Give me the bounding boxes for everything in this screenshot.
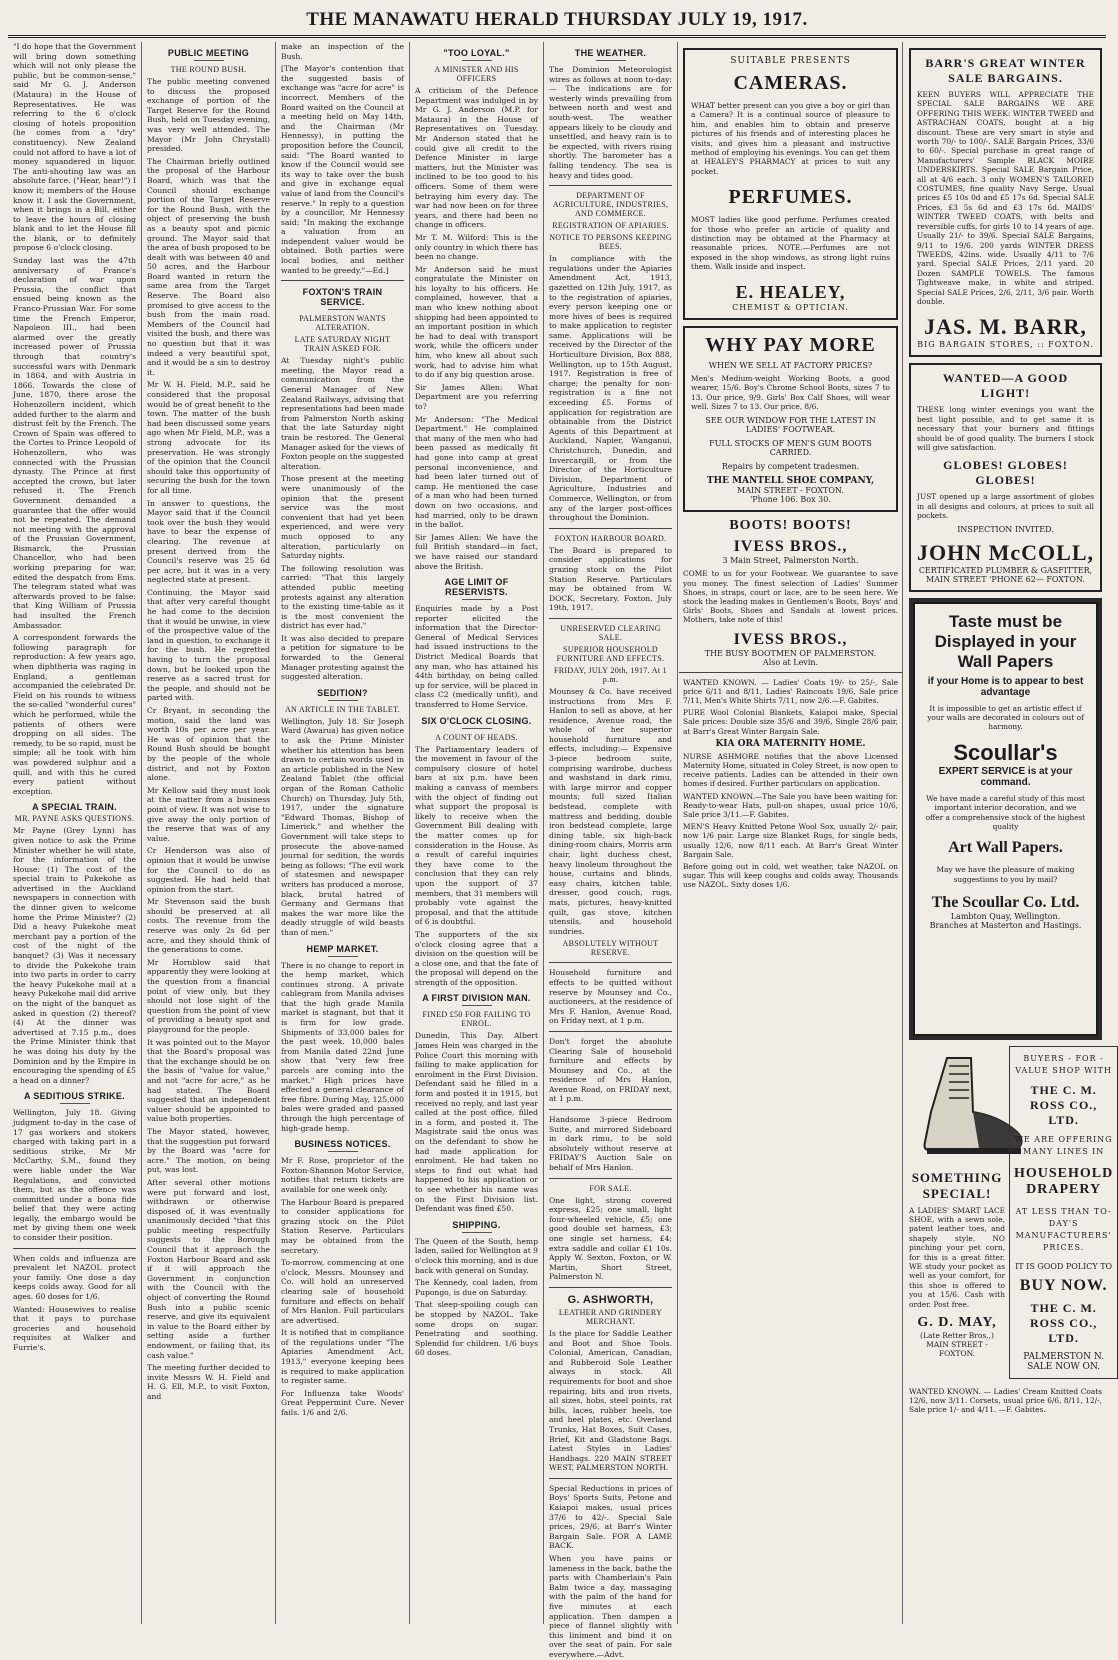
article-paragraph: Wellington, July 18. Giving judgment to-day in the case of 17 gas workers and stokers charged with taking part in a seditious strike, Mr Mr McCarthy, S.M., found they were liable under the War Regulations, and convicted them, but as the offence was committed under a bona fide belief that they were acting legally, the embargo would be met by giving them one week to consider their position.	[13, 1108, 136, 1243]
sox-notice: MEN'S Heavy Knitted Petone Wool Sox, usually 2/- pair, now 1/6 pair. Large size Blanket Rugs, for single beds, usually 12/6, now 8/11 each. At Barr's Great Winter Bargain Sale.	[683, 822, 898, 859]
ross-location: PALMERSTON N.	[1023, 1351, 1104, 1362]
divider	[328, 309, 358, 310]
kia-ora-heading: KIA ORA MATERNITY HOME.	[715, 738, 866, 749]
wallpaper-heading: Taste must be Displayed in your Wall Papers	[934, 611, 1077, 671]
blankets-notice: PURE Wool Colonial Blankets, Kaiapoi make, Special Sale prices: Double size 35/6 and 39/6, Single 28/6 pair, at Barr's Great Winter Bargain Sale.	[683, 708, 898, 736]
ivess-text: COME to us for your Footwear. We guarantee to save you money. The finest selection of Ladies' Summer Shoes, in straps, court or lace, are to be seen here. We stock the leading makes in Gentlemen's Boots, Boys' and Girls' Boots, Shoes and Sandals at lowest prices. Mothers, take note of this!	[683, 569, 898, 625]
scoullar-advert	[909, 598, 1102, 1040]
article-paragraph: After several other motions were put forward and lost, withdrawn or otherwise disposed of, it was eventually unanimously decided "that this public meeting respectfully suggests to the Borough Council that it approach the Foxton Harbour Board and ask if it will approach the Government in conjunction with the Council with the object of converting the Round Bush into a public scenic reserve, and give its equivalent in value to the Board either by setting aside a further endowment, or failing that, its cash value."	[147, 1177, 270, 1360]
scoullar-branches: Branches at Masterton and Hastings.	[929, 921, 1082, 931]
nazol-notice: Before going out in cold, wet weather, take NAZOL on sugar. This will keep coughs and colds away. Thousands use NAZOL. Sixty doses 1/6.	[683, 861, 898, 890]
news-column-3	[276, 42, 410, 1624]
article-paragraph: When colds and influenza are prevalent let NAZOL protect your family. One dose a day keeps colds away. Good for all ages. 60 doses for 1/6.	[13, 1253, 136, 1302]
article-paragraph: The supporters of the six o'clock closing agree that a division on the question will be a close one, and that the fate of the proposal will depend on the strength of the opposition.	[415, 929, 538, 987]
notice-paragraph: When you have pains or lameness in the back, bathe the parts with Chamberlain's Pain Balm twice a day, massaging with the palm of the hand for five minutes at each application. Then dampen a piece of flannel slightly with this liniment and bind it on over the seat of pain. For sale everywhere.—Advt.	[549, 1554, 672, 1659]
may-sub: (Late Retter Bros.,)	[920, 1331, 994, 1341]
article-paragraph: A criticism of the Defence Department was indulged in by Mr G. J. Anderson (M.P. for Mataura) in the House of Representatives on Tuesday. Mr Anderson stated that he could give all credit to the Defence Minister in large matters, but the Minister was inclined to be too good to his officers. Some of them were betraying him every day. The war had now been on for three years, and there had been no change in officers.	[415, 86, 538, 230]
subheadline: PALMERSTON WANTS ALTERATION.	[299, 314, 386, 333]
article-paragraph: Mr F. Rose, proprietor of the Foxton-Shannon Motor Service, notifies that return tickets are available for one week only.	[281, 1156, 404, 1194]
why-pay-gum: FULL STOCKS OF MEN'S GUM BOOTS CARRIED.	[709, 439, 872, 458]
mantell-advert	[683, 326, 898, 513]
hats-notice: WANTED KNOWN.—The Sale you have been waiting for. Ready-to-wear Hats, pull-on shapes, usual price 10/6, Sale price 3/11.—F. Gabites.	[683, 791, 898, 819]
article-paragraph: Wanted: Housewives to realise that it pays to purchase groceries and household requisites at Walker and Furrie's.	[13, 1304, 136, 1352]
barr-advert	[909, 48, 1102, 357]
globes-inspection: INSPECTION INVITED.	[957, 524, 1054, 534]
scoullar-company: The Scoullar Co. Ltd.	[931, 894, 1080, 912]
barr-name: JAS. M. BARR,	[924, 314, 1087, 340]
divider	[328, 700, 358, 701]
globes-heading: GLOBES! GLOBES! GLOBES!	[943, 458, 1068, 488]
ross-less: AT LESS THAN TO-DAY'S MANUFACTURERS' PRICES.	[1015, 1206, 1112, 1252]
divider	[462, 599, 492, 600]
barr-text: KEEN BUYERS WILL APPRECIATE THE SPECIAL SALE BARGAINS WE ARE OFFERING THIS WEEK: WINTER TWEED and ASTRACHAN COATS, bought at a big discount. These are very smart in style and worth 70/- to 100/-. SALE Bargain Prices, 33/6 to 60/-. Special purchase in great range of Manufacturers' Sample BLACK MOIRE UNDERSKIRTS. Special SALE Bargain Price, all at 4/6 each. 3 only WOMEN'S TAILORED COSTUMES, fine quality Navy Serge. Usual prices £5 10s 0d and £5 17s 6d. Special SALE Prices, £3 5s 6d and £3 17s 6d. MAIDS' WINTER TWEED COATS, with belts and reversible cuffs, for girls 10 to 14 years of age. Usually 21/- to 39/6. Special SALE Bargains, 9/11 to 19/6. 200 yards WINTER DRESS TWEEDS, 42ins. wide. Usually 4/11 to 7/6 yard. Special SALE Prices, 2/11 yard. 20 Dozen SAMPLE TOWELS. The famous Tightweave make, in white and striped. Special SALE Prices, 2/6, 2/11, 3/6 pair. Worth double.	[917, 90, 1094, 306]
divider	[596, 60, 626, 61]
notice-subheading: SUPERIOR HOUSEHOLD FURNITURE AND EFFECTS.	[556, 644, 665, 663]
mccoll-address: MAIN STREET 'PHONE 62— FOXTON.	[926, 574, 1085, 584]
article-paragraph: The Harbour Board is prepared to consider applications for grazing stock on the Pilot Station Reserve. Particulars may be obtained from the secretary.	[281, 1197, 404, 1255]
notice-paragraph: In compliance with the regulations under the Apiaries Amendment Act, 1913, gazetted on 12th July, 1917, as to the registration of apiaries, every person keeping one or more hives of bees is required to make application to register same. Applications will be received by the Director of the Horticulture Division, Box 888, Wellington, up to 15th August, 1917. Registration is free of charge; the penalty for non-registration is a fine not exceeding £5. Forms of application for registration are obtainable from the District Agents of this Department at Auckland, Napier, Wanganui, Christchurch, Dunedin, and Invercargill, or from the Director of the Horticulture Division, Department of Agriculture, Industries and Commerce, Wellington, or from any of the larger post-offices throughout the Dominion.	[549, 254, 672, 523]
mantell-address: MAIN STREET - FOXTON.	[737, 486, 844, 496]
article-paragraph: Mr Payne (Grey Lynn) has given notice to ask the Prime Minister whether he will state, for the information of the House: (1) The cost of the special train to Pukekohe as advertised in the Auckland newspapers in connection with the dinner given to welcome home the Prime Minister? (2) Did a heavy Pukekohe meat merchant pay a portion of the cost of the night of the banquet? (3) Was it necessary to divide the Pukekohe train into two parts in order to carry the heavy Pukekohe mail at a heavy Pukekohe mail did arrive on the night of the banquet as asked in question (2) thereof? (4) At the dinner was advertised at 7.15 p.m., does the Prime Minister think that he was doing his duty by the Dominion and by the Empire in encouraging the spending of £5 a head on a dinner?	[13, 826, 136, 1085]
headline-train-service: FOXTON'S TRAIN SERVICE.	[302, 287, 383, 308]
divider	[328, 956, 358, 957]
ivess-name-2: IVESS BROS.,	[733, 630, 848, 648]
globes-text: JUST opened up a large assortment of globes in all designs and colours, at prices to suit all pockets.	[917, 492, 1094, 521]
ivess-tagline: THE BUSY BOOTMEN OF PALMERSTON.	[704, 648, 877, 658]
notice-subheading: NOTICE TO PERSONS KEEPING BEES.	[549, 233, 672, 252]
article-paragraph: It was pointed out to the Mayor that the Board's proposal was that the exchange should be on the basis of "value for value," and not "acre for acre," as he had stated. The Board suggested that an independent valuer should be appointed to value both properties.	[147, 1037, 270, 1124]
ross-household: HOUSEHOLD DRAPERY	[1014, 1165, 1114, 1197]
subheadline: FINED £50 FOR FAILING TO ENROL.	[422, 1010, 531, 1029]
mccoll-advert	[909, 363, 1102, 591]
scoullar-question: May we have the pleasure of making suggestions to you by mail?	[936, 865, 1075, 884]
barr-sub: BIG BARGAIN STORES, :: FOXTON.	[917, 340, 1094, 350]
ross-buy-now: BUY NOW.	[1019, 1276, 1108, 1294]
perfumes-heading: PERFUMES.	[728, 186, 853, 209]
wallpaper-sub: if your Home is to appear to best advantage	[927, 675, 1084, 698]
headline-six-oclock: SIX O'CLOCK CLOSING.	[421, 715, 532, 726]
wanted-known-notice: WANTED KNOWN. — Ladies' Coats 19/- to 25/-, Sale price 6/11 and 8/11, Ladies' Raincoats 19/6, Sale price 7/11, Men's White Shirts 7/11, now 2/6.—F. Gabites.	[683, 677, 898, 705]
masthead-title: THE MANAWATU HERALD THURSDAY JULY 19, 1917.	[306, 9, 808, 30]
article-paragraph: It is notified that in compliance of the regulations under "The Apiaries Amendment Act, 1913," everyone keeping bees is required to make application to register same.	[281, 1328, 404, 1386]
something-special-text: A LADIES' SMART LACE SHOE, with a sewn sole, patent leather toes, and shapely style. NO pinching your pet corn, for this is a great fitter. WE study your pocket as well as your comfort, for this shoe is offered to you at 15/6. Cash with order. Post free.	[909, 1205, 1005, 1309]
article-paragraph: Cr Henderson was also of opinion that it would be unwise for the Council to do as suggested. He had held that opinion from the start.	[147, 846, 270, 894]
article-paragraph: Cr Bryant, in seconding the motion, said the land was worth 10s per acre per year. He was of opinion that the Round Bush should be bought by the people of the whole district, and not by Foxton alone.	[147, 706, 270, 783]
perfumes-text: MOST ladies like good perfume. Perfumes created for those who prefer an article of quality and distinction may be obtained at the Pharmacy at reasonable prices. NOTE.—Perfumes are not exposed in the shop windows, as strong light ruins them. Walk inside and inspect.	[691, 215, 890, 272]
notice-subheading: REGISTRATION OF APIARIES.	[552, 221, 669, 231]
healey-name: E. HEALEY,	[735, 281, 846, 302]
divider	[462, 1232, 492, 1233]
article-paragraph: The following resolution was carried: "That this largely attended public meeting protests against any alteration to the existing time-table as it is the most convenient the district has ever had."	[281, 563, 404, 631]
notice-subheading: ABSOLUTELY WITHOUT RESERVE.	[562, 939, 659, 958]
article-paragraph: "I do hope that the Government will bring down something which will not only please the public, but be common-sense," said Mr G. J. Anderson (Mataura) in the House of Representatives. He was referring to the 6 o'clock closing of hotels proposition (he comes from a "dry" constituency). New Zealand could not afford to have a lot of money squandered in liquor. The anti-shouting law was an absolute farce. ("Hear, hear!") I know it; members of the House know it. I ask the Government, when it brings in a Bill, either to leave the hours of closing blank and to let the House fill the blank, or to definitely propose 6 o'clock closing.	[13, 42, 136, 253]
divider	[462, 1005, 492, 1006]
article-paragraph: At Tuesday night's public meeting, the Mayor read a communication from the General Manager of New Zealand Railways, advising that representations had been made from Palmerston North asking that the late Saturday night train be restored. The General Manager asked for the views of Foxton people on the suggested alteration.	[281, 356, 404, 471]
subheadline: LATE SATURDAY NIGHT TRAIN ASKED FOR.	[294, 335, 391, 354]
article-paragraph: Mr T. M. Wilford: This is the only country in which there has been no change.	[415, 232, 538, 262]
headline-sedition: SEDITION?	[317, 687, 368, 698]
masthead	[8, 4, 1106, 38]
divider	[281, 280, 404, 281]
subheadline: AN ARTICLE IN THE TABLET.	[284, 704, 401, 714]
mantell-phone: 'Phone 106. Box 30.	[750, 495, 831, 505]
headline-hemp-market: HEMP MARKET.	[306, 943, 379, 954]
divider	[679, 672, 902, 673]
notice-paragraph: The Board is prepared to consider applications for grazing stock on the Pilot Station Reserve. Particulars may be obtained from W. DOCK, Secretary. Foxton, July 19th, 1917.	[549, 545, 672, 613]
ivess-name: IVESS BROS.,	[733, 538, 848, 556]
why-pay-list: Men's Medium-weight Working Boots, a good wearer, 15/6. Boy's Chrome School Boots, sizes 7 to 13. Our price, 9/9. Girls' Box Calf Shoes, will wear well. Sizes 7 to 13. Our price, 8/6.	[691, 373, 890, 411]
kia-ora-text: NURSE ASHMORE notifies that the above Licensed Maternity Home, situated in Coley Street, is now open to receive patients. Ladies can be attended in their own homes if desired. Further particulars on application.	[683, 751, 898, 789]
article-paragraph: The public meeting convened to discuss the proposed exchange of portion of the Target Reserve for the Round Bush, held on Tuesday evening, was very well attended. The Mayor (Mr John Chrystall) presided.	[147, 77, 270, 154]
headline-special-train: A SPECIAL TRAIN.	[32, 802, 117, 813]
may-address: MAIN STREET - FOXTON.	[926, 1340, 988, 1359]
scoullar-brand: Scoullar's	[953, 739, 1058, 765]
article-paragraph: The Parliamentary leaders of the movement in favour of the compulsory closure of hotel bars at six p.m. have been making a canvass of members with the object of finding out what support the proposal is likely to receive when the Government Bill dealing with the matter comes up for consideration in the House. As a result of careful inquiries they have come to the conclusion that they can rely upon the support of 37 members, that 31 members will probably vote against the proposal, and that the attitude of 6 is doubtful.	[415, 744, 538, 927]
cameras-heading: CAMERAS.	[733, 72, 848, 94]
article-paragraph: Mr Kellow said they must look at the matter from a business point of view. It was not wise to give away the only portion of the reserve that was of any value.	[147, 785, 270, 843]
mccoll-trade: CERTIFICATED PLUMBER & GASFITTER,	[918, 565, 1093, 575]
article-paragraph: It was also decided to prepare a petition for signature to be forwarded to the General Manager protesting against the suggested alteration.	[281, 633, 404, 682]
wallpaper-text: It is impossible to get an artistic effect if your walls are decorated in colours out of harmony.	[927, 703, 1084, 732]
headline-business-notices: BUSINESS NOTICES.	[294, 1139, 391, 1150]
ross-name: THE C. M. ROSS CO., LTD.	[1029, 1082, 1098, 1127]
article-paragraph: Enquiries made by a Post reporter elicited the information that the Director-General of Medical Services had issued instructions to the District Medical Boards that any man, who has attained his 44th birthday, on being called up for service, will be placed in class C2 (medically unfit), and transferred to Home Service.	[415, 604, 538, 710]
subheadline: MR. PAYNE ASKS QUESTIONS.	[14, 814, 135, 824]
divider	[13, 1248, 136, 1249]
article-paragraph: Mr Anderson said he must congratulate the Minister on his loyalty to his officers. He complained, however, that a man who knew nothing about shipping had been appointed to an important position in which he had to deal with transport work, while the officers under him, who knew all about such work, had to advise him what to do if any big question arose.	[415, 264, 538, 380]
cameras-tagline: SUITABLE PRESENTS	[730, 56, 851, 66]
ross-policy: IT IS GOOD POLICY TO	[1015, 1261, 1113, 1271]
article-paragraph: Dunedin, This Day. Albert James Hein was charged in the Police Court this morning with failing to make application for enrolment in the First Division. Defendant said he filled in a form and posted it in 1915, but received no reply, and last year called at the post office, filled in a form, and posted it. The Magistrate said the onus was on the defendant to show he had made application for enrolment. He had taken no steps to find out what had happened to his application or to see whether his name was on the First Division list. Defendant was fined £50.	[415, 1031, 538, 1214]
article-paragraph: The Queen of the South, hemp laden, sailed for Wellington at 9 o'clock this morning, and is due back with general on Sunday.	[415, 1236, 538, 1275]
scoullar-service: EXPERT SERVICE is at your command.	[938, 765, 1073, 788]
divider	[549, 185, 672, 186]
divider	[549, 1178, 672, 1179]
divider	[549, 1031, 672, 1032]
headline-weather: THE WEATHER.	[574, 48, 647, 58]
notice-paragraph: Household furniture and effects to be quitted without reserve by Mounsey and Co., auctioneers, at the residence of Mrs F. Hanlon, Avenue Road, on Friday next, at 1 p.m.	[549, 968, 672, 1026]
divider	[549, 1109, 672, 1110]
subheadline: THE ROUND BUSH.	[170, 65, 247, 74]
article-paragraph: Continuing, the Mayor said that after very careful thought he had come to the decision that it would be unwise, in view of the prospective value of the land in question, to exchange it for the bush. He regretted having to turn the proposal down, but he looked upon the reserve as a sacred trust for the people, and should not be parted with.	[147, 587, 270, 703]
ross-name-2: THE C. M. ROSS CO., LTD.	[1029, 1300, 1098, 1345]
news-column-1	[8, 42, 142, 1624]
news-column-5	[544, 42, 678, 1659]
notice-paragraph: One light, strong covered express, £25; one small, light four-wheeled vehicle, £5; one good double set harness, £3; one single set harness, £4; extra saddle and collar £1 10s. Apply W. Sexton, Foxton, or W. Martin, Short Street, Palmerston N.	[549, 1195, 672, 1282]
ross-advert	[1009, 1046, 1118, 1379]
article-paragraph: make an inspection of the Bush.	[281, 42, 404, 61]
boots-heading: BOOTS! BOOTS!	[729, 518, 852, 534]
article-paragraph: The Dominion Meteorologist wires as follows at noon to-day:— The indications are for westerly winds prevailing from between north and west and south-west. The weather appears likely to be cloudy and unsettled, and heavy rain is to be expected, with rivers rising shortly. The barometer has a falling tendency. The sea is heavy and tides good.	[549, 65, 672, 180]
headline-first-division: A FIRST DIVISION MAN.	[422, 993, 531, 1004]
ivess-address: 3 Main Street, Palmerston North.	[722, 556, 859, 566]
article-paragraph: Mr Stevenson said the bush should be preserved at all costs. The revenue from the reserve was only 2s 6d per acre, and they should think of the generations to come.	[147, 897, 270, 955]
advert-column-2	[905, 42, 1114, 1624]
article-paragraph: Mr Anderson: "The Medical Department." He complained that many of the men who had been passed as medically fit had gone into camp at great personal inconvenience, and had been later turned out of camp. He mentioned the case of a man who had been turned down on two occasions, and had married, only to be drawn in the ballot.	[415, 414, 538, 530]
article-paragraph: Mr Hornblow said that apparently they were looking at the question from a financial point of view only, but they should not lose sight of the question from the point of view of providing a beauty spot and playground for the people.	[147, 957, 270, 1034]
ashworth-name: G. ASHWORTH,	[567, 1293, 654, 1306]
ivess-levin: Also at Levin.	[762, 657, 819, 667]
headline-seditious-strike: A SEDITIOUS STRIKE.	[24, 1091, 125, 1102]
article-paragraph: The meeting further decided to invite Messrs W. H. Field and H. G. Ell, M.P., to visit Foxton, and	[147, 1363, 270, 1401]
light-text: THESE long winter evenings you want the best light possible, and to get same it is necessary that your burners and fittings should be of good quality. The burners I stock will give satisfaction.	[917, 405, 1094, 452]
scoullar-panel	[913, 602, 1098, 1036]
why-pay-window: SEE OUR WINDOW FOR THE LATEST IN LADIES' FOOTWEAR.	[705, 416, 876, 435]
article-paragraph: For Influenza take Woods' Great Peppermint Cure. Never fails. 1/6 and 2/6.	[281, 1388, 404, 1418]
gabites-notice: WANTED KNOWN. — Ladies' Cream Knitted Coats 12/6, now 3/11. Corsets, usual price 6/6, 8/11, 12/-, Sale price 1/- and 4/11. —F. Gabites.	[909, 1386, 1102, 1414]
ross-sale: SALE NOW ON.	[1027, 1361, 1101, 1372]
article-paragraph: There is no change to report in the hemp market, which continues strong. A private cablegram from Manila advises that the high grade Manila market is stagnant, but that it is firm for low grade. Shipments of 33,000 bales for the past week. 10,000 bales from Manila dated 22nd June show that "very few free parcels are coming into the market." High prices have effected a general clearance of free fibre. During May, 125,000 bales were graded and passed through the high percentage of high-grade hemp.	[281, 960, 404, 1133]
barr-heading: BARR'S GREAT WINTER SALE BARGAINS.	[925, 56, 1086, 85]
article-paragraph: That sleep-spoiling cough can be stopped by NAZOL. Take some drops on sugar. Penetrating and soothing. Splendid for children. 1/6 buys 60 doses.	[415, 1300, 538, 1358]
headline-too-loyal: "TOO LOYAL."	[443, 48, 510, 58]
article-paragraph: Sir James Allen: What Department are you referring to?	[415, 382, 538, 411]
headline-shipping: SHIPPING.	[452, 1219, 501, 1230]
mantell-name: THE MANTELL SHOE COMPANY,	[706, 476, 875, 487]
article-paragraph: Sunday last was the 47th anniversary of France's declaration of war upon Prussia, the conflict that ensued being known as the Franco-Prussian War. For some time the French Emperor, Napoleon III., had been alarmed over the greatly increased power of Prussia through that country's successful wars with Denmark in 1864, and with Austria in 1866. Towards the close of June, 1870, there arose the Hohenzollern incident, which added further to the alarm and distrust felt by the French. The Crown of Spain was offered to the Cortes to Prince Leopold of Hohenzollern, who was connected with the Prussian dynasty. The Prince at first accepted the crown, but later refused it. The French Government demanded a guarantee that the offer would not be repeated. The demand not meeting with the approval of the Prussian Government, Bismarck, the Prussian Chancellor, who had been working preparing for war, edited the despatch from Ems. The telegram stated what was afterwards proved to be false: that King William of Prussia had insulted the French Ambassador.	[13, 256, 136, 630]
notice-paragraph: Handsome 3-piece Bedroom Suite, and mirrored Sideboard in dark rimu, to be sold absolutely without reserve at FRIDAY'S Auction Sale on behalf of Mrs Hanlon.	[549, 1115, 672, 1173]
news-column-4	[410, 42, 544, 1624]
article-paragraph: Sir James Allen: We have the full British standard—in fact, we have raised our standard above the British.	[415, 532, 538, 571]
notice-subheading: FRIDAY, JULY 20th, 1917. At 1 p.m.	[554, 665, 667, 684]
divider	[549, 618, 672, 619]
healey-title: CHEMIST & OPTICIAN.	[732, 302, 849, 312]
art-wall-papers: Art Wall Papers.	[948, 839, 1063, 857]
advert-column-1	[679, 42, 903, 1624]
notice-heading: FOXTON HARBOUR BOARD.	[554, 533, 667, 543]
mccoll-name: JOHN McCOLL,	[917, 539, 1094, 565]
divider	[194, 60, 224, 61]
light-heading: WANTED—A GOOD LIGHT!	[942, 371, 1069, 401]
divider	[549, 962, 672, 963]
notice-paragraph: Special Reductions in prices of Boys' Sports Suits, Petone and Kaiapoi makes, usual prices 37/6 to 42/-. Special Sale prices, 29/6, at Barr's Winter Bargain Sale. FOR A LAME BACK.	[549, 1483, 672, 1551]
divider	[462, 728, 492, 729]
divider	[549, 528, 672, 529]
cameras-text: WHAT better present can you give a boy or girl than a Camera? It is a continual source of pleasure to him, and enables him to obtain and preserve pictures of his friends and of interesting places he visits, and gives him a pleasant and instructive method of employing his evenings. You can get them at HEALEY'S PHARMACY at prices to suit any pocket.	[691, 101, 890, 176]
scoullar-address: Lambton Quay, Wellington.	[950, 912, 1061, 922]
ashworth-trade: LEATHER AND GRINDERY MERCHANT.	[558, 1307, 663, 1326]
notice-paragraph: Don't forget the absolute Clearing Sale of household furniture and effects by Mounsey and Co., at the residence of Mrs Hanlon, Avenue Road, on FRIDAY next, at 1 p.m.	[549, 1036, 672, 1104]
article-paragraph: In answer to questions, the Mayor said that if the Council took over the bush they would have to bear the expense of clearing. The revenue at present derived from the Council's reserve was 25 6d per acre, but it was in a very neglected state at present.	[147, 498, 270, 585]
notice-heading: FOR SALE.	[589, 1183, 632, 1193]
article-paragraph: To-morrow, commencing at one o'clock, Messrs. Mounsey and Co. will hold an unreserved clearing sale of household furniture and effects on behalf of Mrs Hanlon. Full particulars are advertised.	[281, 1258, 404, 1325]
article-paragraph: The Mayor stated, however, that the suggestion put forward by the Board was "acre for acre." The motion, on being put, was lost.	[147, 1126, 270, 1175]
healey-advert	[683, 48, 898, 320]
article-paragraph: The Kennedy, coal laden, from Pupongo, is due on Saturday.	[415, 1278, 538, 1297]
scoullar-text: We have made a careful study of this most important interior decoration, and we offer a comprehensive stock of the highest quality	[925, 793, 1086, 832]
divider	[60, 1103, 90, 1104]
article-paragraph: A correspondent forwards the following paragraph for reproduction: A few years ago, when diphtheria was raging in England, a gentleman accompanied the celebrated Dr. Field on his rounds to witness the so-called "wonderful cures" which he performed, while the patients of others were dropping on all sides. The remedy, to be so rapid, must be simple; all he took with him was powdered sulphur and a quill, and with this he cured every patient without exception.	[13, 633, 136, 796]
why-pay-heading: WHY PAY MORE	[705, 333, 876, 356]
headline-age-limit: AGE LIMIT OF RESERVISTS.	[444, 577, 509, 598]
news-column-2	[142, 42, 276, 1624]
article-paragraph: [The Mayor's contention that the suggested basis of exchange was "acre for acre" is incorrect. Members of the Board waited on the Council at a meeting held on May 14th, and the Chairman (Mr Hennessy), in putting the proposition before the Council, said: "The Board wanted to know if the Council would see its way to take over the bush and give in exchange equal value of land from the Council's reserve." In reply to a question by a councillor, Mr Hennessy said: "In making the exchange a valuation from an independent valuer would be obtained. Both parties were local bodies, and neither wanted to be greedy."—Ed.]	[281, 64, 404, 275]
headline-public-meeting: PUBLIC MEETING	[167, 48, 250, 58]
notice-paragraph: Is the place for Saddle Leather and Boot and Shoe Tools. Colonial, American, Canadian, and Rubberoid Sole Leather always in stock. All requirements for boot and shoe repairing, bits and iron rivets, all sizes, hobs, steel points, rat bills, laces, rubber heels, toe and heel plates, etc. Overland Trunks, Hat Boxes, Suit Cases, Brief, Kit and Gladstone Bags. Latest Styles in Ladies' Handbags. 220 MAIN STREET WEST, PALMERSTON NORTH.	[549, 1328, 672, 1473]
divider	[549, 1478, 672, 1479]
subheadline: A COUNT OF HEADS.	[435, 732, 518, 742]
notice-heading: DEPARTMENT OF AGRICULTURE, INDUSTRIES, AND COMMERCE.	[552, 191, 669, 219]
may-name: G. D. MAY,	[917, 1315, 997, 1331]
article-paragraph: Mr W. H. Field, M.P., said he considered that the proposal would be of great benefit to the town. The matter of the bush had been discussed some years ago when Mr Field, M.P., was a strong advocate for its preservation. He was strongly of the opinion that the Council should take this opportunity of securing the bush for the town for all time.	[147, 380, 270, 495]
article-paragraph: Wellington, July 18. Sir Joseph Ward (Awarua) has given notice to ask the Prime Minister whether his attention has been drawn to certain words used in an article published in the New Zealand Tablet (the official organ of the Roman Catholic Church) on Thursday, July 5th, 1917, under the signature "Edward Thomas, Bishop of Limerick," and whether the Government will take steps to prosecute the above-named journal for sedition, the words being as follows: "The evil work of statesmen and newspaper writers has produced a morose, black, brutal hatred of Germany and Germans that makes the war more like the deadly struggle of wild beasts than of men."	[281, 716, 404, 937]
something-special-heading: SOMETHING SPECIAL!	[911, 1169, 1003, 1201]
notice-heading: UNRESERVED CLEARING SALE.	[560, 623, 661, 642]
notice-paragraph: Mounsey & Co. have received instructions from Mrs F. Hanlon to sell as above, at her residence, Avenue road, the whole of her superior household furniture and effects, including:— Expensive 3-piece bedroom suite, comprising wardrobe, duchess and washstand in dark rimu, with large mirror and copper mounts; full sized Italian bedstead, complete with mattress and bedding, double iron bedstead complete, large dining table, six high-back dining-room chairs, Morris arm chair, light duchess chest, heavy linoleum throughout the house, curtains and blinds, easy chairs, kitchen table, dresser, good couch, rugs, mats, pictures, heavy-knitted quilt, gas stove, kitchen utensils, and household sundries.	[549, 686, 672, 936]
divider	[462, 60, 492, 61]
divider	[549, 1287, 672, 1288]
article-paragraph: Those present at the meeting were unanimously of the opinion that the present service was the most convenient that had yet been experienced, and were very much opposed to any alteration, particularly on Saturday nights.	[281, 474, 404, 561]
ross-many: WE ARE OFFERING MANY LINES IN	[1014, 1134, 1113, 1156]
article-paragraph: The Chairman briefly outlined the proposal of the Harbour Board, which was that the Council should exchange portion of the Target Reserve for the Round Bush, with the object of preserving the bush as a beauty spot and picnic ground. The Mayor said that the area of bush proposed to be dealt with was between 40 and 50 acres, and the Harbour Board wanted in return the same area from the Target Reserve. The Board also promised to give access to the bush from the main road. Members of the Council had visited the bush, and there was no question but that it was indeed a very beautiful spot, and it would be a sin to destroy it.	[147, 156, 270, 377]
divider	[328, 1151, 358, 1152]
subheadline: A MINISTER AND HIS OFFICERS	[434, 65, 519, 83]
why-pay-repair: Repairs by competent tradesmen.	[721, 462, 860, 472]
why-pay-sub: WHEN WE SELL AT FACTORY PRICES?	[708, 360, 873, 370]
ross-tagline: BUYERS - FOR - VALUE SHOP WITH	[1015, 1053, 1112, 1075]
